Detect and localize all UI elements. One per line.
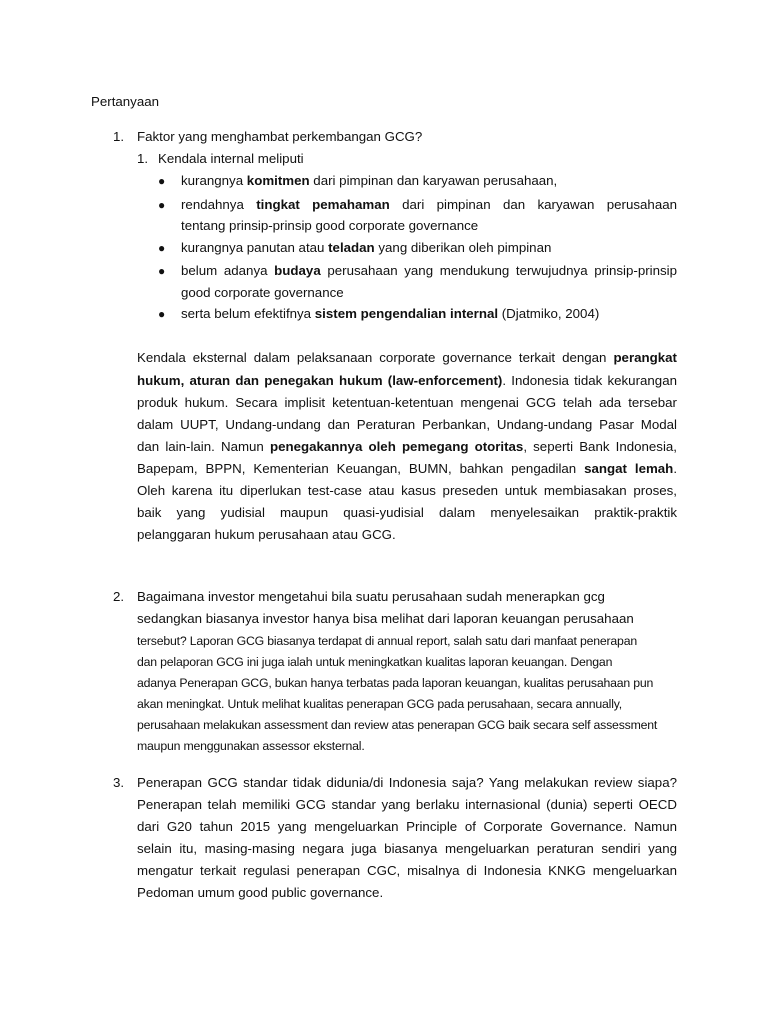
q1-bullet-3: kurangnya panutan atau teladan yang diberikan oleh pimpinan xyxy=(181,240,552,255)
q2-line-5: adanya Penerapan GCG, bukan hanya terbatas pada laporan keuangan, kualitas perusahaan pun xyxy=(137,676,654,690)
bullet-icon: ● xyxy=(158,307,166,321)
q2-line-4: dan pelaporan GCG ini juga ialah untuk meningkatkan kualitas laporan keuangan. Dengan xyxy=(137,655,613,669)
external-line-5: dan lain-lain. Namun penegakannya oleh pemegang otoritas, seperti Bank Indonesia, xyxy=(137,439,677,454)
external-line-4: dalam UUPT, Undang-undang dan Peraturan Perbankan, Undang-undang Pasar Modal xyxy=(137,417,677,432)
q3-line-5: mengatur terkait regulasi penerapan CGC, misalnya di Indonesia KNKG mengeluarkan xyxy=(137,863,677,878)
external-line-7: Oleh karena itu diperlukan test-case atau kasus preseden untuk membiasakan proses, xyxy=(137,483,677,498)
bullet-icon: ● xyxy=(158,174,166,188)
external-line-2: hukum, aturan dan penegakan hukum (law-enforcement). Indonesia tidak kekurangan xyxy=(137,373,677,388)
q2-line-7: perusahaan melakukan assessment dan review atas penerapan GCG baik secara self assessment xyxy=(137,718,658,732)
q1-bullet-4: belum adanya budaya perusahaan yang mendukung terwujudnya prinsip-prinsip xyxy=(181,263,678,278)
q3-number: 3. xyxy=(113,775,125,790)
q1-bullet-2-cont: tentang prinsip-prinsip good corporate governance xyxy=(181,218,479,233)
external-line-9: pelanggaran hukum perusahaan atau GCG. xyxy=(137,527,396,542)
q1-number: 1. xyxy=(113,129,125,144)
q3-line-3: dari G20 tahun 2015 yang mengeluarkan Principle of Corporate Governance. Namun xyxy=(137,819,677,834)
external-line-1: Kendala eksternal dalam pelaksanaan corporate governance terkait dengan perangkat xyxy=(137,350,677,365)
q1-question: Faktor yang menghambat perkembangan GCG? xyxy=(137,129,423,144)
q2-line-8: maupun menggunakan assessor eksternal. xyxy=(137,739,365,753)
external-line-8: baik yang yudisial maupun quasi-yudisial dalam menyelesaikan praktik-praktik xyxy=(137,505,677,520)
bullet-icon: ● xyxy=(158,241,166,255)
external-line-3: produk hukum. Secara implisit ketentuan-ketentuan mengenai GCG telah ada tersebar xyxy=(137,395,677,410)
q2-line-1: Bagaimana investor mengetahui bila suatu perusahaan sudah menerapkan gcg xyxy=(137,589,605,604)
external-line-6: Bapepam, BPPN, Kementerian Keuangan, BUMN, bahkan pengadilan sangat lemah. xyxy=(137,461,678,476)
q2-line-2: sedangkan biasanya investor hanya bisa melihat dari laporan keuangan perusahaan xyxy=(137,611,634,626)
q3-line-1: Penerapan GCG standar tidak didunia/di Indonesia saja? Yang melakukan review siapa? xyxy=(137,775,677,790)
q1-bullet-2: rendahnya tingkat pemahaman dari pimpinan dan karyawan perusahaan xyxy=(181,197,677,212)
bullet-icon: ● xyxy=(158,264,166,278)
q1-bullet-4-cont: good corporate governance xyxy=(181,285,344,300)
q1-bullet-5: serta belum efektifnya sistem pengendalian internal (Djatmiko, 2004) xyxy=(181,306,600,321)
q2-number: 2. xyxy=(113,589,125,604)
q2-line-6: akan meningkat. Untuk melihat kualitas penerapan GCG pada perusahaan, secara annually, xyxy=(137,697,623,711)
q3-line-2: Penerapan telah memiliki GCG standar yang berlaku internasional (dunia) seperti OECD xyxy=(137,797,677,812)
q1-bullet-1: kurangnya komitmen dari pimpinan dan karyawan perusahaan, xyxy=(181,173,558,188)
q1-sub-number: 1. xyxy=(137,151,149,166)
q3-line-4: selain itu, masing-masing negara juga biasanya mengeluarkan peraturan sendiri yang xyxy=(137,841,677,856)
q1-sub-title: Kendala internal meliputi xyxy=(158,151,304,166)
q3-line-6: Pedoman umum good public governance. xyxy=(137,885,384,900)
bullet-icon: ● xyxy=(158,198,166,212)
q2-line-3: tersebut? Laporan GCG biasanya terdapat di annual report, salah satu dari manfaat penerapan xyxy=(137,634,637,648)
page-heading: Pertanyaan xyxy=(91,94,160,109)
